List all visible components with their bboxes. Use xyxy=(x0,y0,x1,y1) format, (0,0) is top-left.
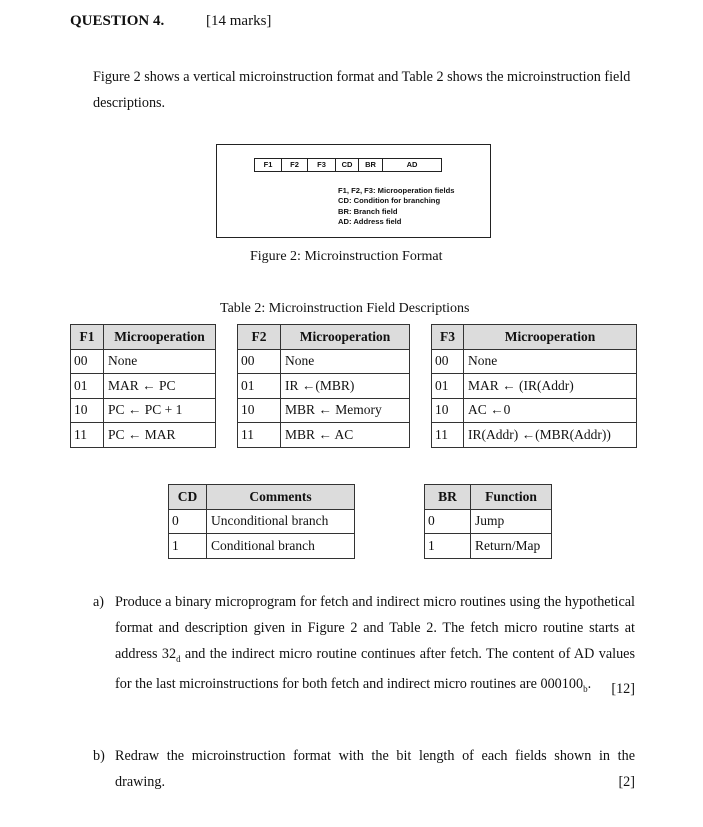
table-header-row xyxy=(238,325,410,350)
table-cell: 11 xyxy=(238,423,281,448)
column-header: BR xyxy=(425,485,471,510)
f2-table xyxy=(237,324,410,448)
field-f2: F2 xyxy=(282,158,308,172)
table-row xyxy=(71,398,216,423)
table-cell: None xyxy=(464,349,637,374)
table-cell: 00 xyxy=(71,349,104,374)
table-cell: MAR ← PC xyxy=(104,374,216,399)
br-table xyxy=(424,484,552,559)
column-header: F1 xyxy=(71,325,104,350)
column-header: Microoperation xyxy=(464,325,637,350)
question-title: QUESTION 4. xyxy=(70,13,165,29)
question-marks: [14 marks] xyxy=(206,13,272,29)
table-row xyxy=(169,534,355,559)
table-row xyxy=(71,374,216,399)
table-row xyxy=(432,423,637,448)
table-cell: Jump xyxy=(471,509,552,534)
table-cell: 1 xyxy=(425,534,471,559)
figure-caption: Figure 2: Microinstruction Format xyxy=(250,249,443,264)
table-cell: 10 xyxy=(238,398,281,423)
column-header: CD xyxy=(169,485,207,510)
table-row xyxy=(238,398,410,423)
table-cell: None xyxy=(104,349,216,374)
legend-line: AD: Address field xyxy=(338,216,402,226)
table-cell: 1 xyxy=(169,534,207,559)
table-cell: 01 xyxy=(432,374,464,399)
table-row xyxy=(169,509,355,534)
table-row xyxy=(238,423,410,448)
column-header: Microoperation xyxy=(281,325,410,350)
table-cell: IR(Addr) ←(MBR(Addr)) xyxy=(464,423,637,448)
figure-legend xyxy=(338,186,454,227)
table-row xyxy=(432,398,637,423)
table-cell: MBR ← Memory xyxy=(281,398,410,423)
table-cell: Return/Map xyxy=(471,534,552,559)
table-cell: PC ← PC + 1 xyxy=(104,398,216,423)
question-a-label: a) xyxy=(93,594,105,610)
field-ad: AD xyxy=(383,158,442,172)
f3-table xyxy=(431,324,637,448)
table-row xyxy=(71,349,216,374)
table-cell: MAR ← (IR(Addr) xyxy=(464,374,637,399)
table-cell: AC ←0 xyxy=(464,398,637,423)
question-a-marks: [12] xyxy=(611,681,635,698)
table-row xyxy=(71,423,216,448)
field-f1: F1 xyxy=(254,158,282,172)
table-row xyxy=(238,374,410,399)
legend-line: CD: Condition for branching xyxy=(338,196,441,206)
table-cell: Unconditional branch xyxy=(207,509,355,534)
table-cell: 01 xyxy=(238,374,281,399)
table-row xyxy=(425,534,552,559)
table-header-row xyxy=(169,485,355,510)
table-cell: 01 xyxy=(71,374,104,399)
question-b-text: Redraw the microinstruction format with the bit length of each fields shown in the drawing. [2] xyxy=(115,744,635,796)
table-cell: 00 xyxy=(432,349,464,374)
column-header: Comments xyxy=(207,485,355,510)
question-b xyxy=(93,744,635,796)
table-cell: 0 xyxy=(169,509,207,534)
legend-line: BR: Branch field xyxy=(338,206,398,216)
table-header-row xyxy=(425,485,552,510)
table-row xyxy=(432,349,637,374)
table-caption: Table 2: Microinstruction Field Descriptions xyxy=(220,301,470,316)
cd-table xyxy=(168,484,355,559)
table-row xyxy=(238,349,410,374)
field-cd: CD xyxy=(336,158,359,172)
table-cell: 00 xyxy=(238,349,281,374)
table-cell: MBR ← AC xyxy=(281,423,410,448)
microinstruction-format xyxy=(254,158,442,172)
table-row xyxy=(425,509,552,534)
table-cell: 10 xyxy=(432,398,464,423)
table-cell: 11 xyxy=(71,423,104,448)
column-header: Function xyxy=(471,485,552,510)
question-a-text: Produce a binary microprogram for fetch and indirect micro routines using the hypothetical format and description given in Figure 2 and Table 2. The fetch micro routine starts at address $32_d$ and the indirect micro routine continues after fetch. The content of AD values for the last microinstructions for both fetch and indirect micro routines are $000100_b$. [12] xyxy=(115,590,635,703)
intro-paragraph: Figure 2 shows a vertical microinstruction format and Table 2 shows the microinstruction field descriptions. xyxy=(93,69,631,111)
table-header-row xyxy=(432,325,637,350)
table-cell: 11 xyxy=(432,423,464,448)
table-row xyxy=(432,374,637,399)
table-cell: 10 xyxy=(71,398,104,423)
field-f3: F3 xyxy=(308,158,336,172)
table-header-row xyxy=(71,325,216,350)
table-cell: PC ← MAR xyxy=(104,423,216,448)
question-a xyxy=(93,590,635,703)
table-cell: 0 xyxy=(425,509,471,534)
column-header: F2 xyxy=(238,325,281,350)
table-cell: IR ←(MBR) xyxy=(281,374,410,399)
legend-line: F1, F2, F3: Microoperation fields xyxy=(338,186,455,195)
field-br: BR xyxy=(359,158,383,172)
question-b-label: b) xyxy=(93,748,105,764)
column-header: Microoperation xyxy=(104,325,216,350)
f1-table xyxy=(70,324,216,448)
table-cell: Conditional branch xyxy=(207,534,355,559)
table-cell: None xyxy=(281,349,410,374)
column-header: F3 xyxy=(432,325,464,350)
question-b-marks: [2] xyxy=(618,773,635,790)
